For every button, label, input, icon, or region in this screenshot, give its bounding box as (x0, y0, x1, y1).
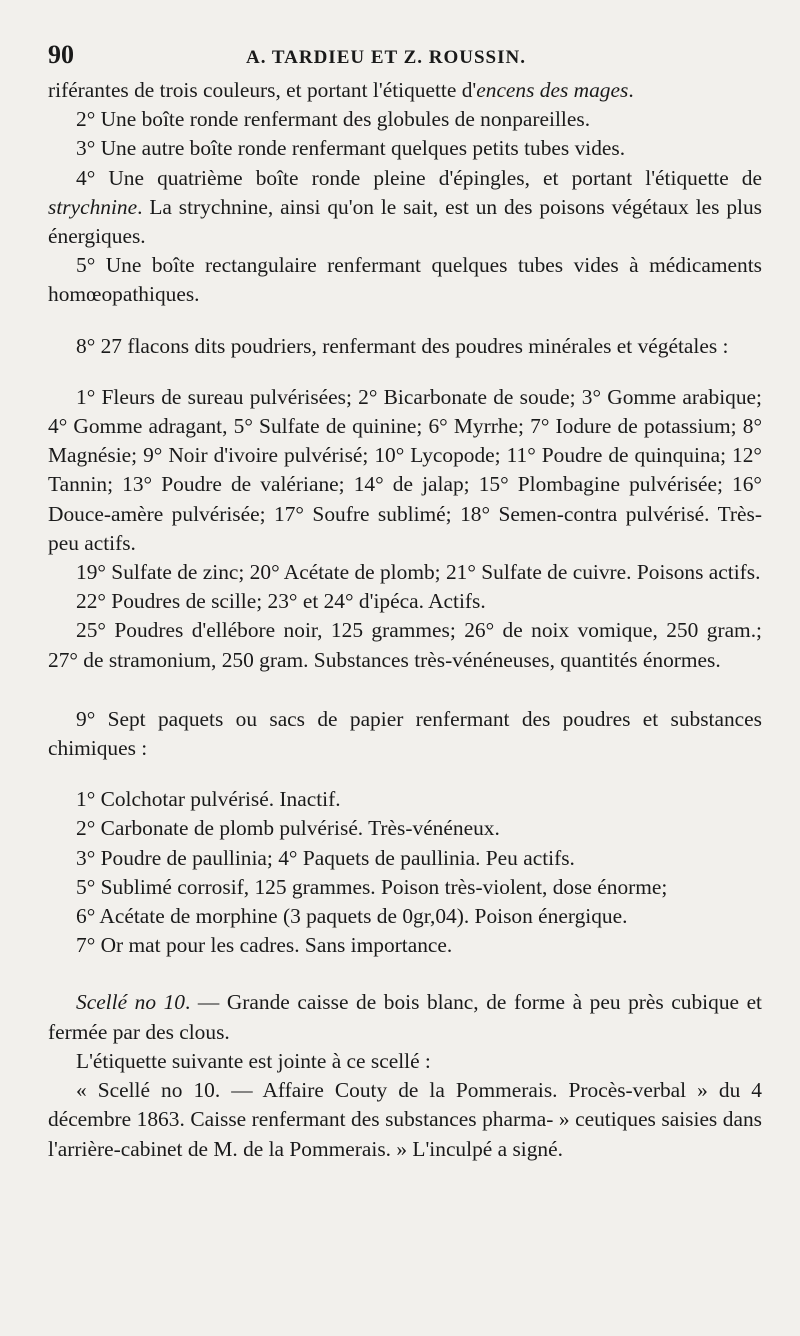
paragraph: 1° Fleurs de sureau pulvérisées; 2° Bicarbonate de soude; 3° Gomme arabique; 4° Gomme adragant, 5° Sulfate de quinine; 6° Myrrhe; 7° Iodure de potassium; 8° Magnésie; 9° Noir d'ivoire pulvérisé; 10° Lycopode; 11° Poudre de quinquina; 12° Tannin; 13° Poudre de valériane; 14° de jalap; 15° Plombagine pulvérisée; 16° Douce-amère pulvérisée; 17° Soufre sublimé; 18° Semen-contra pulvérisé. Très-peu actifs. (48, 384, 762, 555)
paragraph: 3° Poudre de paullinia; 4° Paquets de paullinia. Peu actifs. (76, 845, 575, 870)
paragraph: 5° Sublimé corrosif, 125 grammes. Poison très-violent, dose énorme; (76, 874, 668, 899)
paragraph: L'étiquette suivante est jointe à ce scellé : (76, 1048, 431, 1073)
paragraph: 22° Poudres de scille; 23° et 24° d'ipéca. Actifs. (76, 589, 486, 614)
paragraph: 8° 27 flacons dits poudriers, renfermant des poudres minérales et végétales : (76, 333, 729, 358)
paragraph: « Scellé no 10. — Affaire Couty de la Pommerais. Procès-verbal » du 4 décembre 1863. Caisse renfermant des substances pharma- » ceutiques saisies dans l'arrière-cabinet de M. de la Pommerais. » L'inculpé a signé. (48, 1078, 762, 1161)
page-header (48, 40, 762, 76)
paragraph: riférantes de trois couleurs, et portant l'étiquette d'encens des mages. (48, 78, 634, 102)
paragraph: 1° Colchotar pulvérisé. Inactif. (76, 787, 341, 812)
paragraph: 4° Une quatrième boîte ronde pleine d'épingles, et portant l'étiquette de strychnine. La strychnine, ainsi qu'on le sait, est un des poisons végétaux les plus énergiques. (48, 165, 762, 249)
paragraph: 19° Sulfate de zinc; 20° Acétate de plomb; 21° Sulfate de cuivre. Poisons actifs. (76, 560, 761, 585)
page-body (48, 76, 762, 1164)
paragraph: 2° Carbonate de plomb pulvérisé. Très-vénéneux. (76, 816, 500, 841)
paragraph: 2° Une boîte ronde renfermant des globules de nonpareilles. (76, 107, 591, 132)
paragraph: 25° Poudres d'ellébore noir, 125 grammes; 26° de noix vomique, 250 gram.; 27° de stramonium, 250 gram. Substances très-vénéneuses, quantités énormes. (48, 618, 762, 672)
page-number: 90 (48, 40, 74, 69)
paragraph: 9° Sept paquets ou sacs de papier renfermant des poudres et substances chimiques : (48, 706, 762, 761)
paragraph: 6° Acétate de morphine (3 paquets de 0gr,04). Poison énergique. (76, 904, 628, 929)
paragraph: 7° Or mat pour les cadres. Sans importance. (76, 933, 453, 958)
paragraph: 3° Une autre boîte ronde renfermant quelques petits tubes vides. (76, 136, 626, 161)
paragraph: Scellé no 10. — Grande caisse de bois blanc, de forme à peu près cubique et fermée par des clous. (48, 990, 763, 1044)
paragraph: 5° Une boîte rectangulaire renfermant quelques tubes vides à médicaments homœopathiques. (48, 253, 762, 307)
running-title: A. TARDIEU ET Z. ROUSSIN. (246, 47, 526, 68)
